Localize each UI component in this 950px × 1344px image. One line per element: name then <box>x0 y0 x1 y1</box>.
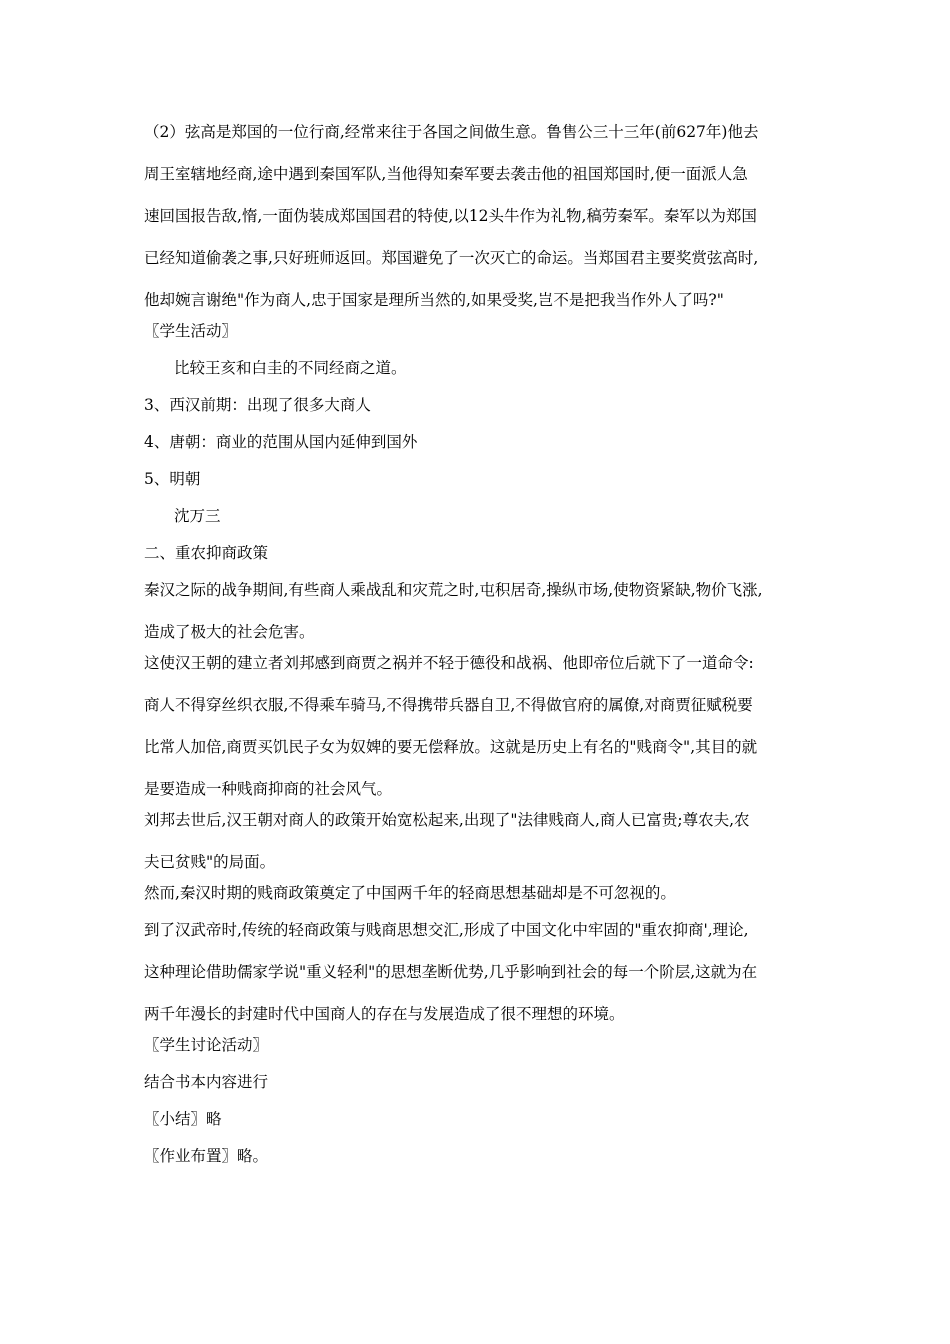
paragraph-wudi-line-1: 到了汉武帝时,传统的轻商政策与贱商思想交汇,形成了中国文化中牢固的"重农抑商',理论, <box>144 921 749 939</box>
paragraph-xiangao-line-1: （2）弦高是郑国的一位行商,经常来往于各国之间做生意。鲁售公三十三年(前627年)他去 <box>144 123 759 141</box>
paragraph-however: 然而,秦汉时期的贱商政策奠定了中国两千年的轻商思想基础却是不可忽视的。 <box>144 884 676 902</box>
document-page <box>144 122 810 1166</box>
item-western-han: 3、西汉前期：出现了很多大商人 <box>144 396 371 414</box>
homework-line: 〖作业布置〗略。 <box>144 1147 269 1165</box>
discussion-heading: 〖学生讨论活动〗 <box>144 1036 269 1054</box>
student-activity-text: 比较王亥和白圭的不同经商之道。 <box>174 359 407 377</box>
paragraph-qinhan-line-2: 造成了极大的社会危害。 <box>144 623 315 641</box>
paragraph-wudi-line-3: 两千年漫长的封建时代中国商人的存在与发展造成了很不理想的环境。 <box>144 1005 625 1023</box>
item-ming-dynasty: 5、明朝 <box>144 470 201 488</box>
paragraph-liubang-line-3: 比常人加倍,商贾买饥民子女为奴婢的要无偿释放。这就是历史上有名的"贱商令",其目的就 <box>144 738 758 756</box>
paragraph-xiangao-line-5: 他却婉言谢绝"作为商人,忠于国家是理所当然的,如果受奖,岂不是把我当作外人了吗?" <box>144 291 724 309</box>
student-activity-heading: 〖学生活动〗 <box>144 322 238 340</box>
paragraph-after-liubang-line-2: 夫已贫贱"的局面。 <box>144 853 276 871</box>
paragraph-liubang-line-2: 商人不得穿丝织衣服,不得乘车骑马,不得携带兵器自卫,不得做官府的属僚,对商贾征赋税要 <box>144 696 753 714</box>
paragraph-liubang-line-1: 这使汉王朝的建立者刘邦感到商贾之祸并不轻于德役和战祸、他即帝位后就下了一道命令: <box>144 654 754 672</box>
summary-line: 〖小结〗略 <box>144 1110 222 1128</box>
paragraph-qinhan-line-1: 秦汉之际的战争期间,有些商人乘战乱和灾荒之时,屯积居奇,操纵市场,使物资紧缺,物价飞涨, <box>144 581 763 599</box>
paragraph-liubang-line-4: 是要造成一种贱商抑商的社会风气。 <box>144 780 393 798</box>
paragraph-wudi-line-2: 这种理论借助儒家学说"重义轻利"的思想垄断优势,几乎影响到社会的每一个阶层,这就为在 <box>144 963 758 981</box>
item-shen-wansan: 沈万三 <box>174 507 221 525</box>
paragraph-xiangao-line-2: 周王室辖地经商,途中遇到秦国军队,当他得知秦军要去袭击他的祖国郑国时,便一面派人急 <box>144 165 748 183</box>
paragraph-xiangao-line-4: 已经知道偷袭之事,只好班师返回。郑国避免了一次灭亡的命运。当郑国君主要奖赏弦高时, <box>144 249 759 267</box>
paragraph-after-liubang-line-1: 刘邦去世后,汉王朝对商人的政策开始宽松起来,出现了"法律贱商人,商人已富贵;尊农夫,农 <box>144 811 750 829</box>
item-tang-dynasty: 4、唐朝：商业的范围从国内延伸到国外 <box>144 433 418 451</box>
discussion-text: 结合书本内容进行 <box>144 1073 269 1091</box>
section-heading-policy: 二、重农抑商政策 <box>144 544 269 562</box>
paragraph-xiangao-line-3: 速回国报告敌,惰,一面伪装成郑国国君的特使,以12头牛作为礼物,稿劳秦军。秦军以为郑国 <box>144 207 757 225</box>
